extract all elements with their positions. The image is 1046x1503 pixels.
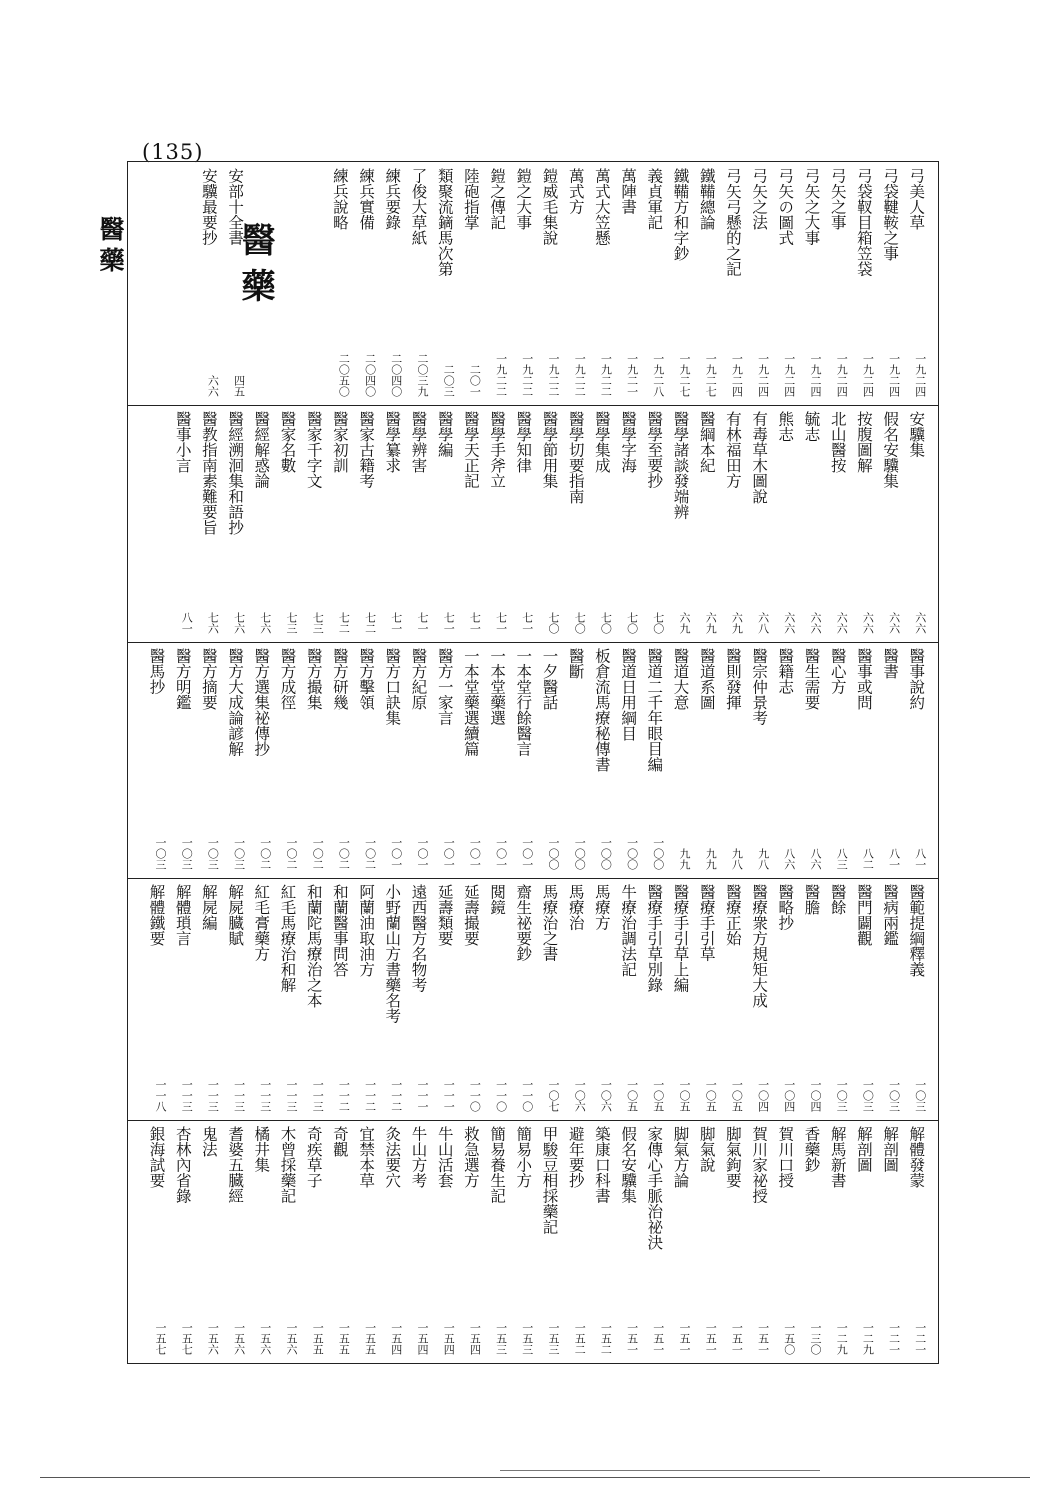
index-entry-page: 一〇二	[337, 837, 351, 870]
index-entry-page: 一九二二	[520, 353, 534, 397]
index-entry-title: 救急選方	[461, 1126, 480, 1188]
index-entry-page: 一〇三	[887, 1079, 901, 1112]
index-entry-title: 醫學字海	[619, 411, 638, 473]
index-entry-page: 一〇二	[285, 837, 298, 870]
index-entry-page: 一三〇	[809, 1322, 822, 1355]
index-band-4	[128, 878, 938, 1120]
index-entry-title: 醫道大意	[671, 648, 690, 710]
index-entry-page: 七一	[468, 612, 482, 634]
index-entry-page: 七一	[416, 612, 429, 634]
index-entry-page: 四五	[232, 375, 246, 397]
index-entry-title: 醫方成徑	[278, 648, 297, 710]
index-entry-page: 一二九	[835, 1322, 849, 1355]
index-entry-title: 鬼法	[199, 1126, 218, 1157]
index-entry-page: 一〇三	[913, 1079, 927, 1112]
index-entry-page: 七一	[389, 612, 403, 634]
index-entry-page: 六六	[861, 612, 875, 634]
index-entry-title: 紅毛馬療治和解	[278, 884, 297, 993]
index-entry-title: 醫籍志	[776, 648, 795, 695]
index-entry-page: 一一二	[389, 1079, 403, 1112]
index-entry-title: 安驥集	[907, 411, 926, 458]
index-entry-title: 醫學集成	[592, 411, 611, 473]
index-entry-page: 一五一	[625, 1322, 639, 1355]
index-entry-title: 毓志	[802, 411, 821, 442]
index-entry-page: 一九二七	[704, 353, 718, 397]
index-entry-page: 一〇〇	[625, 837, 639, 870]
index-entry-page: 一〇四	[756, 1079, 770, 1112]
index-entry-page: 一九二四	[756, 353, 770, 397]
index-entry-title: 醫餘	[828, 884, 847, 915]
index-entry-page: 一〇三	[232, 837, 246, 870]
index-entry-title: 解體發蒙	[907, 1126, 926, 1188]
index-entry-page: 六九	[730, 612, 744, 634]
index-entry-title: 北山醫按	[828, 411, 847, 473]
index-entry-title: 脚氣方論	[671, 1126, 690, 1188]
index-entry-page: 七〇	[573, 612, 587, 634]
index-entry-title: 牛山方考	[409, 1126, 428, 1188]
index-entry-page: 一〇〇	[547, 837, 560, 870]
index-entry-page: 七一	[520, 612, 534, 634]
index-entry-page: 一五一	[704, 1322, 718, 1355]
index-entry-page: 六六	[206, 375, 220, 397]
index-entry-title: 醫方一家言	[435, 648, 454, 726]
index-entry-page: 九八	[756, 848, 770, 870]
index-entry-page: 七三	[311, 612, 325, 634]
bottom-rule	[500, 1470, 820, 1471]
index-entry-title: 鎧之大事	[514, 168, 533, 230]
index-band-3	[128, 642, 938, 878]
index-entry-title: 練兵實備	[357, 168, 376, 230]
index-entry-page: 一五六	[232, 1322, 246, 1355]
index-entry-page: 一九二二	[573, 353, 587, 397]
index-entry-page: 一〇五	[704, 1079, 718, 1112]
index-entry-page: 一〇二	[258, 837, 272, 870]
index-entry-page: 七一	[494, 612, 508, 634]
index-entry-page: 一五五	[311, 1322, 325, 1355]
index-entry-page: 一五六	[258, 1322, 272, 1355]
running-head: 醫藥	[96, 216, 125, 278]
index-entry-page: 一〇六	[573, 1079, 587, 1112]
index-entry-title: 一本堂行餘醫言	[514, 648, 533, 757]
index-entry-page: 一九二一	[625, 353, 639, 397]
index-entry-page: 一九二二	[547, 353, 560, 397]
index-entry-title: 醫方研幾	[330, 648, 349, 710]
index-entry-title: 醫經解惑論	[252, 411, 271, 489]
index-entry-title: 醫學編	[435, 411, 454, 458]
index-entry-title: 鐵鞴總論	[697, 168, 716, 230]
index-entry-page: 一五二	[599, 1322, 613, 1355]
index-entry-title: 簡易養生記	[488, 1126, 507, 1204]
index-entry-page: 一五三	[494, 1322, 508, 1355]
index-entry-title: 灸法要穴	[383, 1126, 402, 1188]
index-entry-page: 一五一	[678, 1322, 691, 1355]
index-entry-page: 八一	[180, 612, 194, 634]
index-entry-page: 一〇六	[599, 1079, 613, 1112]
index-entry-page: 一五四	[389, 1322, 403, 1355]
index-entry-title: 延壽類要	[435, 884, 454, 946]
index-entry-page: 一二一	[887, 1322, 901, 1355]
index-entry-title: 醫方口訣集	[383, 648, 402, 726]
index-entry-title: 陸砲指掌	[461, 168, 480, 230]
index-entry-page: 一九二四	[835, 353, 849, 397]
index-entry-title: 阿蘭油取油方	[357, 884, 376, 977]
index-entry-page: 一五一	[730, 1322, 744, 1355]
index-entry-page: 一五五	[337, 1322, 351, 1355]
index-entry-page: 九九	[704, 848, 718, 870]
index-entry-title: 醫事小言	[173, 411, 192, 473]
index-entry-page: 一五三	[547, 1322, 560, 1355]
index-entry-page: 七一	[442, 612, 456, 634]
index-entry-page: 八六	[782, 848, 796, 870]
index-entry-title: 簡易小方	[514, 1126, 533, 1188]
index-entry-title: 安部十全書	[226, 168, 245, 246]
index-entry-title: 醫學天正記	[461, 411, 480, 489]
index-entry-page: 八三	[835, 848, 849, 870]
index-entry-page: 一九二八	[651, 353, 665, 397]
index-entry-title: 醫學節用集	[540, 411, 559, 489]
index-entry-page: 二〇五〇	[337, 353, 351, 397]
index-entry-title: 醫生需要	[802, 648, 821, 710]
index-entry-title: 練兵說略	[330, 168, 349, 230]
index-entry-page: 一〇〇	[651, 837, 665, 870]
index-entry-title: 醫學至要抄	[645, 411, 664, 489]
index-entry-title: 木曾採藥記	[278, 1126, 297, 1204]
index-entry-page: 一九二四	[887, 353, 901, 397]
index-entry-title: 馬療治	[566, 884, 585, 931]
index-entry-page: 一〇二	[311, 837, 325, 870]
index-entry-page: 一〇一	[468, 837, 482, 870]
index-entry-title: 家傳心手脈治祕決	[645, 1126, 664, 1250]
index-entry-title: 醫範提綱釋義	[907, 884, 926, 977]
index-entry-page: 七〇	[625, 612, 639, 634]
index-entry-page: 七〇	[599, 612, 613, 634]
index-entry-title: 醫事說約	[907, 648, 926, 710]
index-entry-page: 六六	[887, 612, 901, 634]
index-entry-title: 醫綱本紀	[697, 411, 716, 473]
index-entry-page: 一〇五	[625, 1079, 639, 1112]
index-entry-page: 二〇四〇	[363, 353, 377, 397]
index-entry-title: 萬陣書	[619, 168, 638, 215]
index-entry-page: 一五四	[416, 1322, 429, 1355]
index-entry-title: 熊志	[776, 411, 795, 442]
index-entry-page: 一〇三	[154, 837, 167, 870]
index-entry-title: 一本堂藥選	[488, 648, 507, 726]
index-entry-page: 一一三	[311, 1079, 325, 1112]
index-entry-title: 醫學手斧立	[488, 411, 507, 489]
index-entry-page: 六八	[756, 612, 770, 634]
index-table	[127, 161, 939, 1364]
index-entry-page: 一五六	[206, 1322, 220, 1355]
index-entry-title: 解體鐵要	[147, 884, 166, 946]
index-entry-title: 脚氣說	[697, 1126, 716, 1173]
index-entry-title: 醫道日用綱目	[619, 648, 638, 741]
index-entry-page: 八二	[861, 848, 875, 870]
index-entry-title: 牛療治調法記	[619, 884, 638, 977]
index-entry-page: 六六	[782, 612, 796, 634]
index-entry-title: 類聚流鏑馬次第	[435, 168, 454, 277]
index-entry-page: 一五三	[520, 1322, 534, 1355]
index-entry-page: 一五四	[468, 1322, 482, 1355]
index-entry-title: 醫斷	[566, 648, 585, 679]
index-entry-title: 醫家名數	[278, 411, 297, 473]
index-entry-page: 七〇	[547, 612, 560, 634]
index-entry-title: 安驥最要抄	[199, 168, 218, 246]
index-entry-title: 遠西醫方名物考	[409, 884, 428, 993]
index-entry-page: 六六	[913, 612, 927, 634]
index-entry-page: 一九二四	[782, 353, 796, 397]
index-entry-title: 醫療手引草上編	[671, 884, 690, 993]
index-entry-page: 一〇〇	[599, 837, 613, 870]
index-entry-title: 香藥鈔	[802, 1126, 821, 1173]
index-entry-title: 奇觀	[330, 1126, 349, 1157]
index-entry-page: 二〇一	[468, 364, 482, 397]
index-entry-page: 八六	[809, 848, 822, 870]
index-entry-page: 八一	[913, 848, 927, 870]
index-entry-title: 築康口科書	[592, 1126, 611, 1204]
index-entry-page: 一一〇	[468, 1079, 482, 1112]
index-entry-title: 小野蘭山方書藥名考	[383, 884, 402, 1024]
index-entry-page: 一一二	[337, 1079, 351, 1112]
index-entry-title: 醫教指南素難要旨	[199, 411, 218, 535]
index-entry-page: 二〇三	[442, 364, 456, 397]
index-entry-page: 一一三	[180, 1079, 194, 1112]
index-entry-page: 一一〇	[494, 1079, 508, 1112]
index-entry-page: 一五二	[573, 1322, 587, 1355]
index-entry-title: 賀川口授	[776, 1126, 795, 1188]
index-entry-title: 醫膽	[802, 884, 821, 915]
index-entry-title: 耆婆五臓經	[226, 1126, 245, 1204]
index-entry-title: 醫療手引草別錄	[645, 884, 664, 993]
page-number: (135)	[142, 140, 204, 164]
index-entry-page: 一〇三	[206, 837, 220, 870]
index-entry-page: 一〇四	[809, 1079, 822, 1112]
index-entry-title: 杏林內省錄	[173, 1126, 192, 1204]
index-entry-page: 一〇五	[678, 1079, 691, 1112]
index-entry-title: 一本堂藥選續篇	[461, 648, 480, 757]
index-band-5	[128, 1120, 938, 1363]
index-entry-title: 醫方大成論諺解	[226, 648, 245, 757]
index-entry-page: 一〇四	[782, 1079, 796, 1112]
index-entry-page: 一一一	[442, 1079, 456, 1112]
index-entry-title: 醫家千字文	[304, 411, 323, 489]
index-entry-title: 醫書	[881, 648, 900, 679]
index-entry-title: 醫道二千年眼目編	[645, 648, 664, 772]
index-entry-title: 牛山活套	[435, 1126, 454, 1188]
index-entry-page: 七二	[337, 612, 351, 634]
index-entry-title: 假名安驥集	[619, 1126, 638, 1204]
index-entry-title: 賀川家祕授	[750, 1126, 769, 1204]
index-entry-page: 六六	[809, 612, 822, 634]
index-entry-title: 醫家初訓	[330, 411, 349, 473]
index-entry-title: 有林福田方	[723, 411, 742, 489]
index-entry-title: 弓矢弓懸的之記	[723, 168, 742, 277]
index-entry-title: 醫門闢觀	[854, 884, 873, 946]
index-entry-page: 一九二四	[809, 353, 822, 397]
index-entry-page: 一九二四	[913, 353, 927, 397]
index-entry-page: 一〇〇	[573, 837, 587, 870]
index-entry-title: 避年要抄	[566, 1126, 585, 1188]
index-entry-title: 醫學切要指南	[566, 411, 585, 504]
index-entry-title: 一夕醫話	[540, 648, 559, 710]
index-entry-page: 二〇三九	[416, 353, 429, 397]
index-entry-page: 一一一	[416, 1079, 429, 1112]
index-entry-title: 解馬新書	[828, 1126, 847, 1188]
index-entry-page: 一一三	[258, 1079, 272, 1112]
index-entry-title: 橘井集	[252, 1126, 271, 1173]
index-entry-page: 九九	[678, 848, 691, 870]
index-entry-title: 萬式方	[566, 168, 585, 215]
index-entry-page: 七六	[258, 612, 272, 634]
index-entry-title: 醫略抄	[776, 884, 795, 931]
index-entry-page: 七〇	[651, 612, 665, 634]
index-entry-title: 脚氣鉤要	[723, 1126, 742, 1188]
index-entry-title: 延壽撮要	[461, 884, 480, 946]
index-entry-title: 鎧之傳記	[488, 168, 507, 230]
index-entry-title: 紅毛膏藥方	[252, 884, 271, 962]
index-entry-page: 六九	[704, 612, 718, 634]
index-entry-page: 一一三	[285, 1079, 298, 1112]
index-entry-page: 一九二二	[599, 353, 613, 397]
index-entry-title: 醫道系圖	[697, 648, 716, 710]
index-entry-page: 一九二四	[861, 353, 875, 397]
index-entry-title: 鎧威毛集說	[540, 168, 559, 246]
index-entry-title: 解體瑣言	[173, 884, 192, 946]
index-entry-page: 一五〇	[782, 1322, 796, 1355]
index-entry-title: 解剖圖	[881, 1126, 900, 1173]
index-entry-page: 一一二	[363, 1079, 377, 1112]
index-entry-page: 一〇一	[494, 837, 508, 870]
index-entry-page: 一五七	[154, 1322, 167, 1355]
index-entry-title: 齋生祕要鈔	[514, 884, 533, 962]
index-entry-page: 一〇三	[861, 1079, 875, 1112]
index-entry-page: 一〇一	[442, 837, 456, 870]
index-entry-page: 七六	[232, 612, 246, 634]
index-entry-title: 醫經溯洄集和語抄	[226, 411, 245, 535]
index-entry-title: 弓矢之法	[750, 168, 769, 230]
index-entry-page: 九八	[730, 848, 744, 870]
index-entry-page: 一〇一	[389, 837, 403, 870]
index-entry-title: 醫心方	[828, 648, 847, 695]
index-entry-page: 七三	[285, 612, 298, 634]
index-entry-title: 萬式大笠懸	[592, 168, 611, 246]
index-entry-title: 按腹圖解	[854, 411, 873, 473]
index-entry-title: 假名安驥集	[881, 411, 900, 489]
bottom-rule	[40, 1477, 1030, 1478]
index-entry-title: 練兵要錄	[383, 168, 402, 230]
index-entry-page: 七六	[206, 612, 220, 634]
index-entry-page: 一五四	[442, 1322, 456, 1355]
index-entry-title: 解屍編	[199, 884, 218, 931]
index-entry-page: 一〇三	[835, 1079, 849, 1112]
index-entry-title: 醫學知律	[514, 411, 533, 473]
index-entry-page: 一五一	[756, 1322, 770, 1355]
index-entry-title: 醫學諸談發端辨	[671, 411, 690, 520]
index-entry-title: 醫療衆方規矩大成	[750, 884, 769, 1008]
index-entry-title: 弓矢之事	[828, 168, 847, 230]
index-entry-page: 一〇三	[180, 837, 194, 870]
index-entry-page: 一五七	[180, 1322, 194, 1355]
index-entry-title: 馬療方	[592, 884, 611, 931]
index-entry-page: 一〇七	[547, 1079, 560, 1112]
index-entry-title: 弓矢之大事	[802, 168, 821, 246]
index-entry-title: 閱鏡	[488, 884, 507, 915]
index-entry-title: 解剖圖	[854, 1126, 873, 1173]
index-entry-title: 醫則發揮	[723, 648, 742, 710]
index-entry-page: 一五五	[363, 1322, 377, 1355]
index-entry-title: 醫方摘要	[199, 648, 218, 710]
index-entry-page: 八一	[887, 848, 901, 870]
index-entry-title: 銀海試要	[147, 1126, 166, 1188]
index-entry-page: 一〇二	[363, 837, 377, 870]
index-entry-page: 一一三	[232, 1079, 246, 1112]
index-entry-title: 醫病兩鑑	[881, 884, 900, 946]
index-entry-page: 一〇五	[730, 1079, 744, 1112]
index-entry-title: 醫方撮集	[304, 648, 323, 710]
index-entry-title: 義貞軍記	[645, 168, 664, 230]
index-entry-title: 醫宗仲景考	[750, 648, 769, 726]
index-entry-page: 一一三	[206, 1079, 220, 1112]
index-entry-title: 醫療手引草	[697, 884, 716, 962]
index-entry-title: 和蘭陀馬療治之本	[304, 884, 323, 1008]
index-entry-title: 醫方明鑑	[173, 648, 192, 710]
index-entry-page: 一九二四	[730, 353, 744, 397]
index-entry-title: 醫學辨害	[409, 411, 428, 473]
index-entry-page: 一〇五	[651, 1079, 665, 1112]
index-entry-page: 一九二二	[494, 353, 508, 397]
index-entry-title: 醫事或問	[854, 648, 873, 710]
index-entry-page: 一〇一	[416, 837, 429, 870]
index-entry-title: 解屍臓賦	[226, 884, 245, 946]
index-entry-page: 一二九	[861, 1322, 875, 1355]
index-entry-page: 二〇四〇	[389, 353, 403, 397]
index-entry-title: 醫方擊領	[357, 648, 376, 710]
index-entry-title: 醫家古籍考	[357, 411, 376, 489]
index-entry-page: 一九二七	[678, 353, 691, 397]
index-entry-title: 宜禁本草	[357, 1126, 376, 1188]
index-entry-page: 六六	[835, 612, 849, 634]
index-entry-page: 一一〇	[520, 1079, 534, 1112]
index-entry-page: 一一八	[154, 1079, 167, 1112]
index-entry-title: 馬療治之書	[540, 884, 559, 962]
index-entry-title: 了俊大草紙	[409, 168, 428, 246]
index-entry-title: 弓美人草	[907, 168, 926, 230]
index-entry-title: 醫療正始	[723, 884, 742, 946]
index-band-2	[128, 405, 938, 642]
index-entry-page: 一五一	[651, 1322, 665, 1355]
index-entry-page: 七二	[363, 612, 377, 634]
index-entry-title: 有毒草木圖說	[750, 411, 769, 504]
index-entry-page: 一二一	[913, 1322, 927, 1355]
index-entry-title: 醫學纂求	[383, 411, 402, 473]
index-entry-title: 醫方紀原	[409, 648, 428, 710]
index-entry-title: 鐵鞴方和字鈔	[671, 168, 690, 261]
index-entry-title: 奇疾草子	[304, 1126, 323, 1188]
index-entry-title: 弓袋鞬鞍之事	[881, 168, 900, 261]
index-entry-page: 六九	[678, 612, 691, 634]
index-entry-title: 板倉流馬療秘傳書	[592, 648, 611, 772]
index-entry-title: 弓矢の圖式	[776, 168, 795, 246]
index-entry-page: 一〇一	[520, 837, 534, 870]
section-heading: 醫藥	[235, 222, 275, 314]
index-entry-title: 和蘭醫事問答	[330, 884, 349, 977]
index-entry-title: 弓袋靫目箱笠袋	[854, 168, 873, 277]
index-entry-page: 一五六	[285, 1322, 298, 1355]
index-entry-title: 甲駿豆相採藥記	[540, 1126, 559, 1235]
index-entry-title: 醫方選集祕傳抄	[252, 648, 271, 757]
index-entry-title: 醫馬抄	[147, 648, 166, 695]
